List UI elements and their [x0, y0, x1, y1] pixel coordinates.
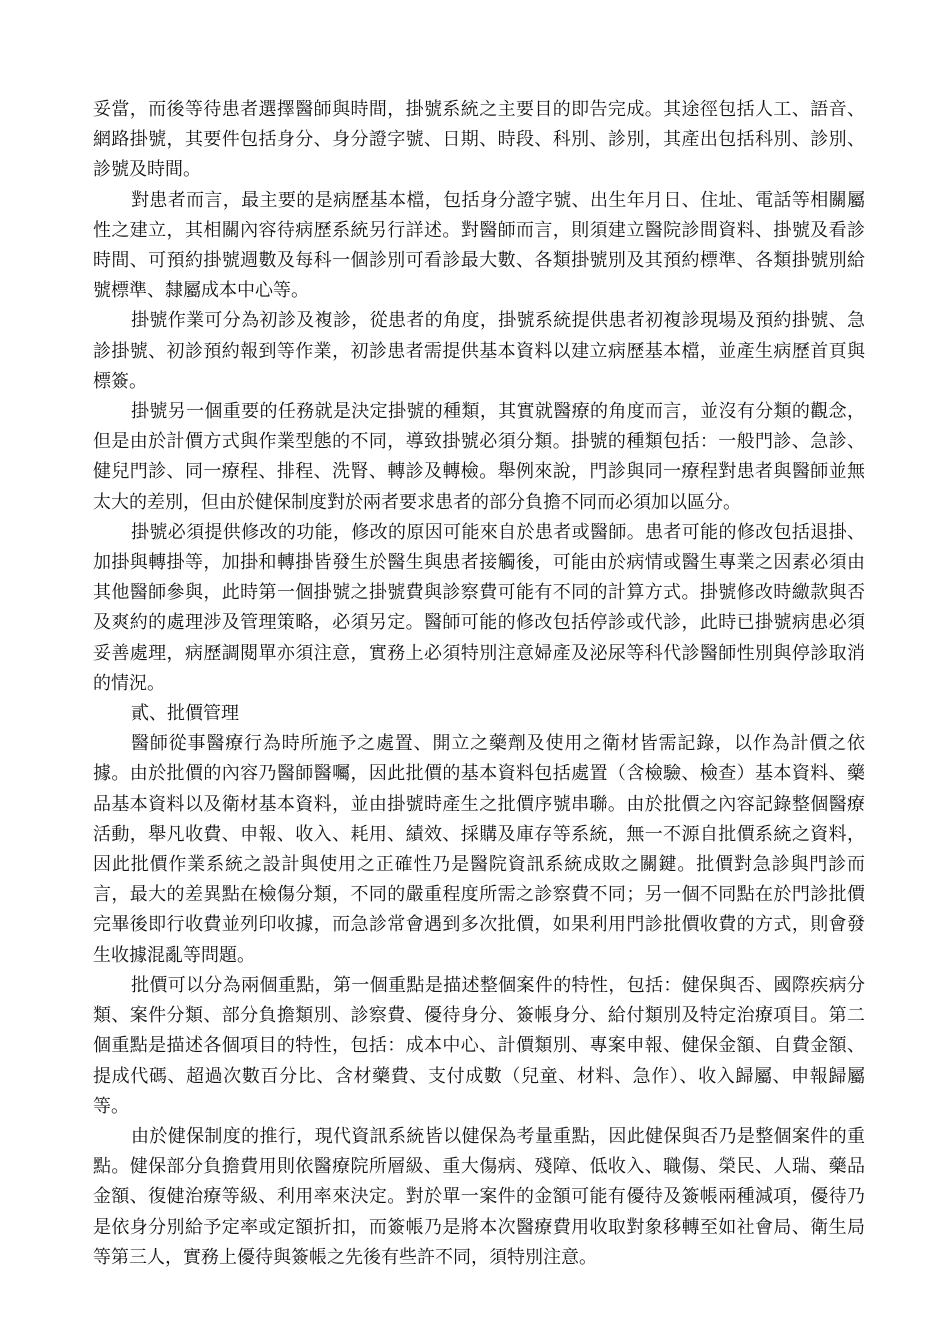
paragraph-billing-focus: 批價可以分為兩個重點，第一個重點是描述整個案件的特性，包括：健保與否、國際疾病分類、案件分類、部分負擔類別、診察費、優待身分、簽帳身分、給付類別及特定治療項目。第二個重點是描述各個項目的特性，包括：成本中心、計價類別、專案申報、健保金額、自費金額、提成代碼、超過次數百分比、含材藥費、支付成數（兒童、材料、急作）、收入歸屬、申報歸屬等。	[93, 974, 865, 1117]
paragraph-insurance: 由於健保制度的推行，現代資訊系統皆以健保為考量重點，因此健保與否乃是整個案件的重點。健保部分負擔費用則依醫療院所層級、重大傷病、殘障、低收入、職傷、榮民、人瑞、藥品金額、復健治療等級、利用率來決定。對於單一案件的金額可能有優待及簽帳兩種減項，優待乃是依身分別給予定率或定額折扣，而簽帳乃是將本次醫療費用收取對象移轉至如社會局、衛生局等第三人，實務上優待與簽帳之先後有些許不同，須特別注意。	[93, 1125, 865, 1268]
paragraph-first-visit: 掛號作業可分為初診及複診，從患者的角度，掛號系統提供患者初複診現場及預約掛號、急診掛號、初診預約報到等作業，初診患者需提供基本資料以建立病歷基本檔，並產生病歷首頁與標簽。	[93, 310, 865, 392]
paragraph-continued: 妥當，而後等待患者選擇醫師與時間，掛號系統之主要目的即告完成。其途徑包括人工、語音、網路掛號，其要件包括身分、身分證字號、日期、時段、科別、診別，其產出包括科別、診別、診號及時間。	[93, 99, 865, 181]
document-page	[93, 95, 865, 1273]
paragraph-registration-changes: 掛號必須提供修改的功能，修改的原因可能來自於患者或醫師。患者可能的修改包括退掛、加掛與轉掛等，加掛和轉掛皆發生於醫生與患者接觸後，可能由於病情或醫生專業之因素必須由其他醫師參與，此時第一個掛號之掛號費與診察費可能有不同的計算方式。掛號修改時繳款與否及爽約的處理涉及管理策略，必須另定。醫師可能的修改包括停診或代診，此時已掛號病患必須妥善處理，病歷調閱單亦須注意，實務上必須特別注意婦產及泌尿等科代診醫師性別與停診取消的情況。	[93, 521, 865, 694]
section-heading-billing: 貳、批價管理	[131, 703, 239, 725]
paragraph-billing-basis: 醫師從事醫療行為時所施予之處置、開立之藥劑及使用之衛材皆需記錄，以作為計價之依據。由於批價的內容乃醫師醫囑，因此批價的基本資料包括處置（含檢驗、檢查）基本資料、藥品基本資料以及衛材基本資料，並由掛號時產生之批價序號串聯。由於批價之內容記錄整個醫療活動，舉凡收費、申報、收入、耗用、績效、採購及庫存等系統，無一不源自批價系統之資料，因此批價作業系統之設計與使用之正確性乃是醫院資訊系統成敗之關鍵。批價對急診與門診而言，最大的差異點在檢傷分類，不同的嚴重程度所需之診察費不同；另一個不同點在於門診批價完畢後即行收費並列印收據，而急診常會遇到多次批價，如果利用門診批價收費的方式，則會發生收據混亂等問題。	[93, 733, 865, 966]
paragraph-registration-types: 掛號另一個重要的任務就是決定掛號的種類，其實就醫療的角度而言，並沒有分類的觀念，但是由於計價方式與作業型態的不同，導致掛號必須分類。掛號的種類包括：一般門診、急診、健兒門診、同一療程、排程、洗腎、轉診及轉檢。舉例來說，門診與同一療程對患者與醫師並無太大的差別，但由於健保制度對於兩者要求患者的部分負擔不同而必須加以區分。	[93, 401, 865, 513]
paragraph-patient-records: 對患者而言，最主要的是病歷基本檔，包括身分證字號、出生年月日、住址、電話等相關屬性之建立，其相關內容待病歷系統另行詳述。對醫師而言，則須建立醫院診間資料、掛號及看診時間、可預約掛號週數及每科一個診別可看診最大數、各類掛號別及其預約標準、各類掛號別給號標準、隸屬成本中心等。	[93, 189, 865, 302]
